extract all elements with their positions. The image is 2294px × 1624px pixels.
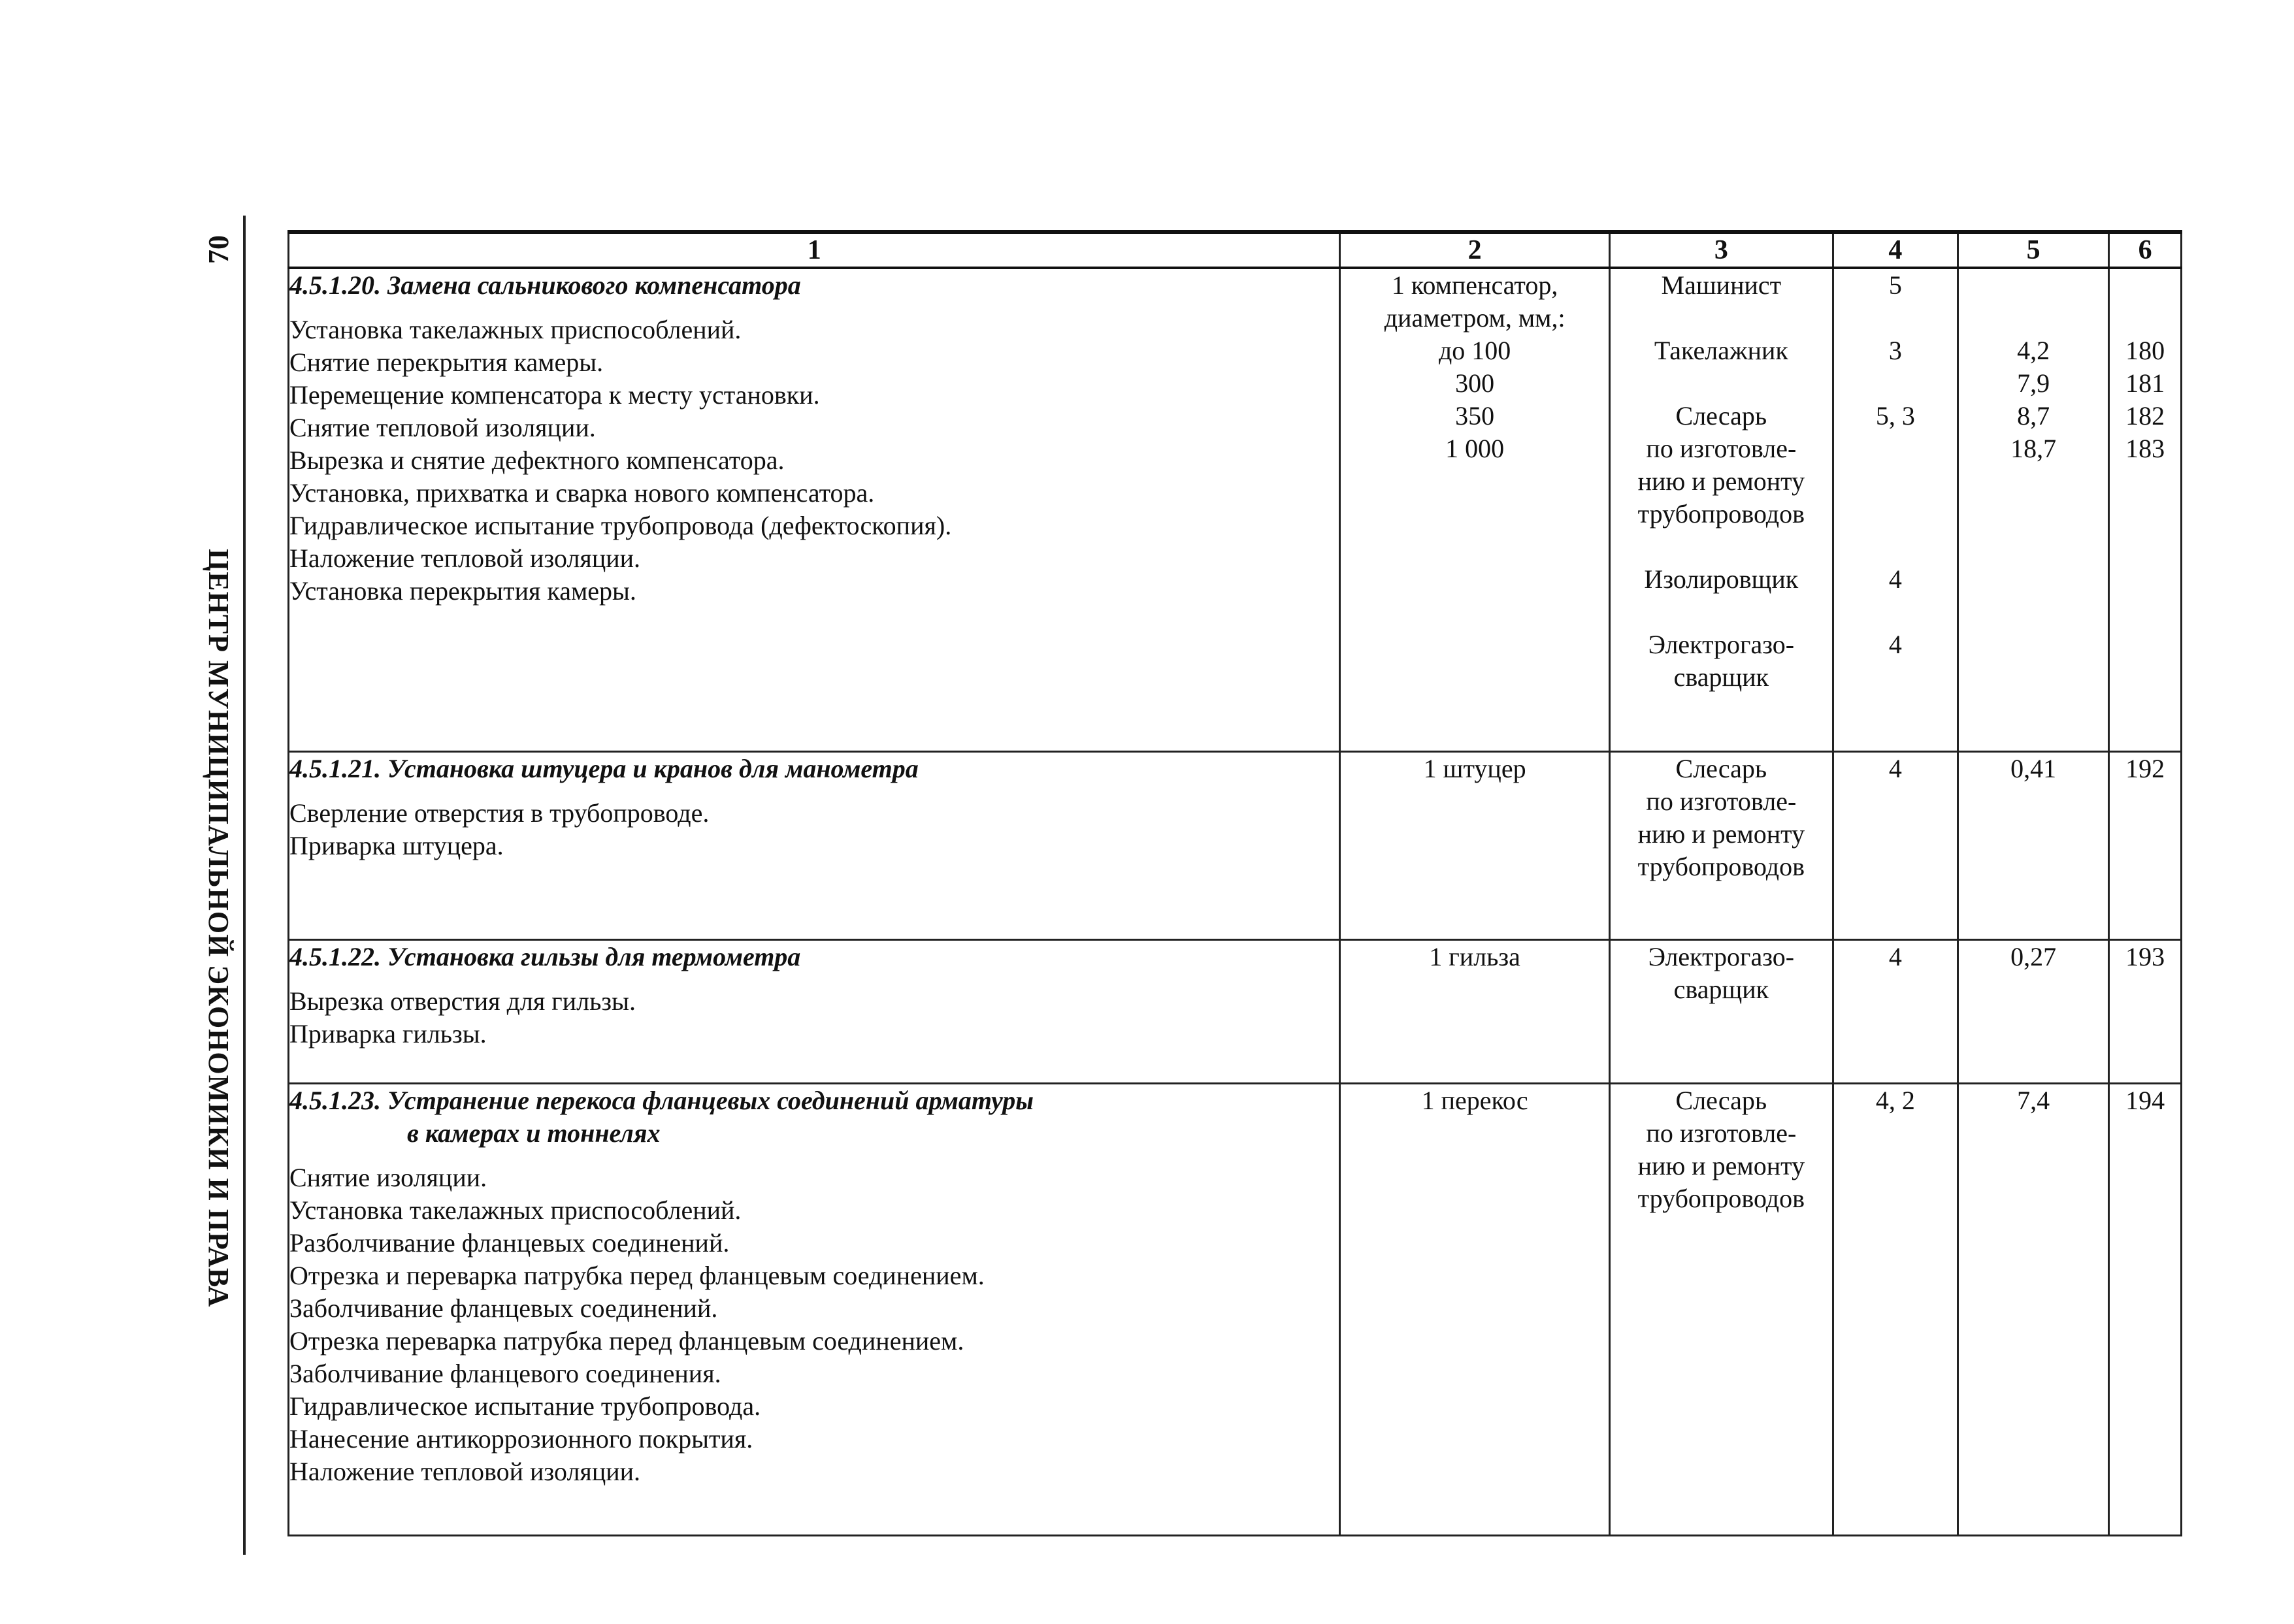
meter-text: 1 компенсатор, — [1391, 270, 1558, 300]
section-title-line: 4.5.1.23. Устранение перекоса фланцевых соединений арматуры — [289, 1085, 1034, 1115]
norm-cell — [1958, 939, 2108, 1083]
operation: Установка такелажных приспособлений. — [289, 1195, 742, 1225]
operation: Заболчивание фланцевого соединения. — [289, 1358, 721, 1388]
workers-cell — [1609, 751, 1833, 939]
workers-cell — [1609, 1083, 1833, 1536]
operation: Установка, прихватка и сварка нового компенсатора. — [289, 478, 875, 508]
worker-name: трубопроводов — [1637, 1183, 1805, 1213]
norm-value: 7,9 — [2017, 368, 2050, 398]
operation: Разболчивание фланцевых соединений. — [289, 1227, 730, 1258]
code-value: 181 — [2125, 368, 2165, 398]
code-value: 180 — [2125, 336, 2165, 365]
operation: Гидравлическое испытание трубопровода. — [289, 1391, 761, 1421]
grade-cell — [1833, 751, 1958, 939]
code-value: 192 — [2125, 753, 2165, 783]
grade-cell — [1833, 939, 1958, 1083]
col-header: 5 — [1958, 232, 2108, 268]
operation: Снятие изоляции. — [289, 1162, 487, 1192]
operation: Снятие перекрытия камеры. — [289, 348, 604, 377]
operation: Приварка гильзы. — [289, 1018, 487, 1048]
worker-name: трубопроводов — [1637, 499, 1805, 528]
operation: Наложение тепловой изоляции. — [289, 544, 641, 573]
worker-name: Слесарь — [1675, 401, 1767, 430]
operation: Отрезка и переварка патрубка перед фланцевым соединением. — [289, 1260, 985, 1290]
norm-cell — [1958, 751, 2108, 939]
meter-text: 350 — [1455, 401, 1495, 430]
section-title: 4.5.1.20. Замена сальникового компенсатора — [289, 270, 801, 300]
work-description — [289, 939, 1340, 1083]
meter-text: диаметром, мм,: — [1384, 303, 1565, 333]
worker-grade: 4, 2 — [1875, 1085, 1915, 1115]
worker-grade: 5, 3 — [1875, 401, 1915, 430]
meter-text: 300 — [1455, 368, 1495, 398]
meter-text: 1 000 — [1445, 434, 1505, 463]
operation: Приварка штуцера. — [289, 830, 504, 860]
worker-name: нию и ремонту — [1637, 466, 1805, 496]
norm-value: 4,2 — [2017, 336, 2050, 365]
operation: Перемещение компенсатора к месту установки. — [289, 380, 820, 410]
code-cell — [2109, 268, 2182, 751]
norm-value: 0,27 — [2010, 941, 2057, 971]
col-header: 6 — [2109, 232, 2182, 268]
worker-name: Машинист — [1661, 270, 1782, 300]
operation: Нанесение антикоррозионного покрытия. — [289, 1423, 753, 1453]
header-row — [289, 232, 2182, 268]
code-cell — [2109, 751, 2182, 939]
worker-grade: 5 — [1888, 270, 1902, 300]
worker-grade: 4 — [1888, 564, 1902, 594]
norm-value: 0,41 — [2010, 753, 2057, 783]
worker-name: Электрогазо- — [1648, 941, 1795, 971]
table-row — [289, 939, 2182, 1083]
code-value: 194 — [2125, 1085, 2165, 1115]
operation: Заболчивание фланцевых соединений. — [289, 1293, 718, 1323]
worker-name: Слесарь — [1675, 753, 1767, 783]
grade-cell — [1833, 1083, 1958, 1536]
operation: Установка такелажных приспособлений. — [289, 315, 742, 344]
section-title-line: в камерах и тоннелях — [407, 1118, 661, 1148]
margin-rule — [243, 216, 246, 1555]
workers-cell — [1609, 268, 1833, 751]
worker-grade: 4 — [1888, 941, 1902, 971]
norms-table — [287, 230, 2182, 1536]
meter-text: 1 перекос — [1421, 1085, 1528, 1115]
worker-name: Такелажник — [1654, 336, 1788, 365]
worker-name: Слесарь — [1675, 1085, 1767, 1115]
meter-cell — [1340, 751, 1609, 939]
code-value: 182 — [2125, 401, 2165, 430]
running-header: ЦЕНТР МУНИЦИПАЛЬНОЙ ЭКОНОМИКИ И ПРАВА — [203, 549, 235, 1308]
norm-value: 7,4 — [2017, 1085, 2050, 1115]
operation: Установка перекрытия камеры. — [289, 576, 636, 606]
work-description — [289, 751, 1340, 939]
code-cell — [2109, 939, 2182, 1083]
worker-name: сварщик — [1673, 974, 1769, 1004]
work-description — [289, 268, 1340, 751]
operation: Сверление отверстия в трубопроводе. — [289, 798, 710, 828]
worker-name: по изготовле- — [1646, 786, 1797, 816]
operation: Снятие тепловой изоляции. — [289, 413, 596, 442]
worker-name: по изготовле- — [1646, 1118, 1797, 1148]
meter-cell — [1340, 1083, 1609, 1536]
side-header — [163, 235, 235, 1308]
table-row — [289, 1083, 2182, 1536]
meter-cell — [1340, 268, 1609, 751]
code-cell — [2109, 1083, 2182, 1536]
worker-name: трубопроводов — [1637, 851, 1805, 881]
section-title — [289, 1084, 1339, 1150]
meter-text: 1 гильза — [1429, 941, 1520, 971]
page-number: 70 — [203, 235, 235, 264]
worker-name: по изготовле- — [1646, 434, 1797, 463]
worker-name: нию и ремонту — [1637, 819, 1805, 849]
norm-value: 18,7 — [2010, 434, 2057, 463]
operation: Вырезка и снятие дефектного компенсатора. — [289, 446, 785, 475]
section-title: 4.5.1.22. Установка гильзы для термометра — [289, 941, 801, 971]
worker-name: Электрогазо- — [1648, 630, 1795, 659]
col-header: 3 — [1609, 232, 1833, 268]
operation: Гидравлическое испытание трубопровода (дефектоскопия). — [289, 511, 952, 540]
meter-cell — [1340, 939, 1609, 1083]
operation: Наложение тепловой изоляции. — [289, 1456, 641, 1486]
table-row — [289, 268, 2182, 751]
worker-grade: 4 — [1888, 753, 1902, 783]
worker-name: сварщик — [1673, 662, 1769, 692]
col-header: 4 — [1833, 232, 1958, 268]
worker-name: Изолировщик — [1644, 564, 1799, 594]
meter-text: до 100 — [1438, 336, 1511, 365]
meter-text: 1 штуцер — [1423, 753, 1526, 783]
norm-value: 8,7 — [2017, 401, 2050, 430]
code-value: 193 — [2125, 941, 2165, 971]
section-title: 4.5.1.21. Установка штуцера и кранов для манометра — [289, 753, 919, 783]
workers-cell — [1609, 939, 1833, 1083]
grade-cell — [1833, 268, 1958, 751]
col-header: 1 — [289, 232, 1340, 268]
operation: Отрезка переварка патрубка перед фланцевым соединением. — [289, 1325, 964, 1356]
table-row — [289, 751, 2182, 939]
worker-grade: 3 — [1888, 336, 1902, 365]
operation: Вырезка отверстия для гильзы. — [289, 986, 636, 1016]
code-value: 183 — [2125, 434, 2165, 463]
worker-name: нию и ремонту — [1637, 1150, 1805, 1180]
col-header: 2 — [1340, 232, 1609, 268]
worker-grade: 4 — [1888, 630, 1902, 659]
work-description — [289, 1083, 1340, 1536]
norm-cell — [1958, 268, 2108, 751]
norm-cell — [1958, 1083, 2108, 1536]
